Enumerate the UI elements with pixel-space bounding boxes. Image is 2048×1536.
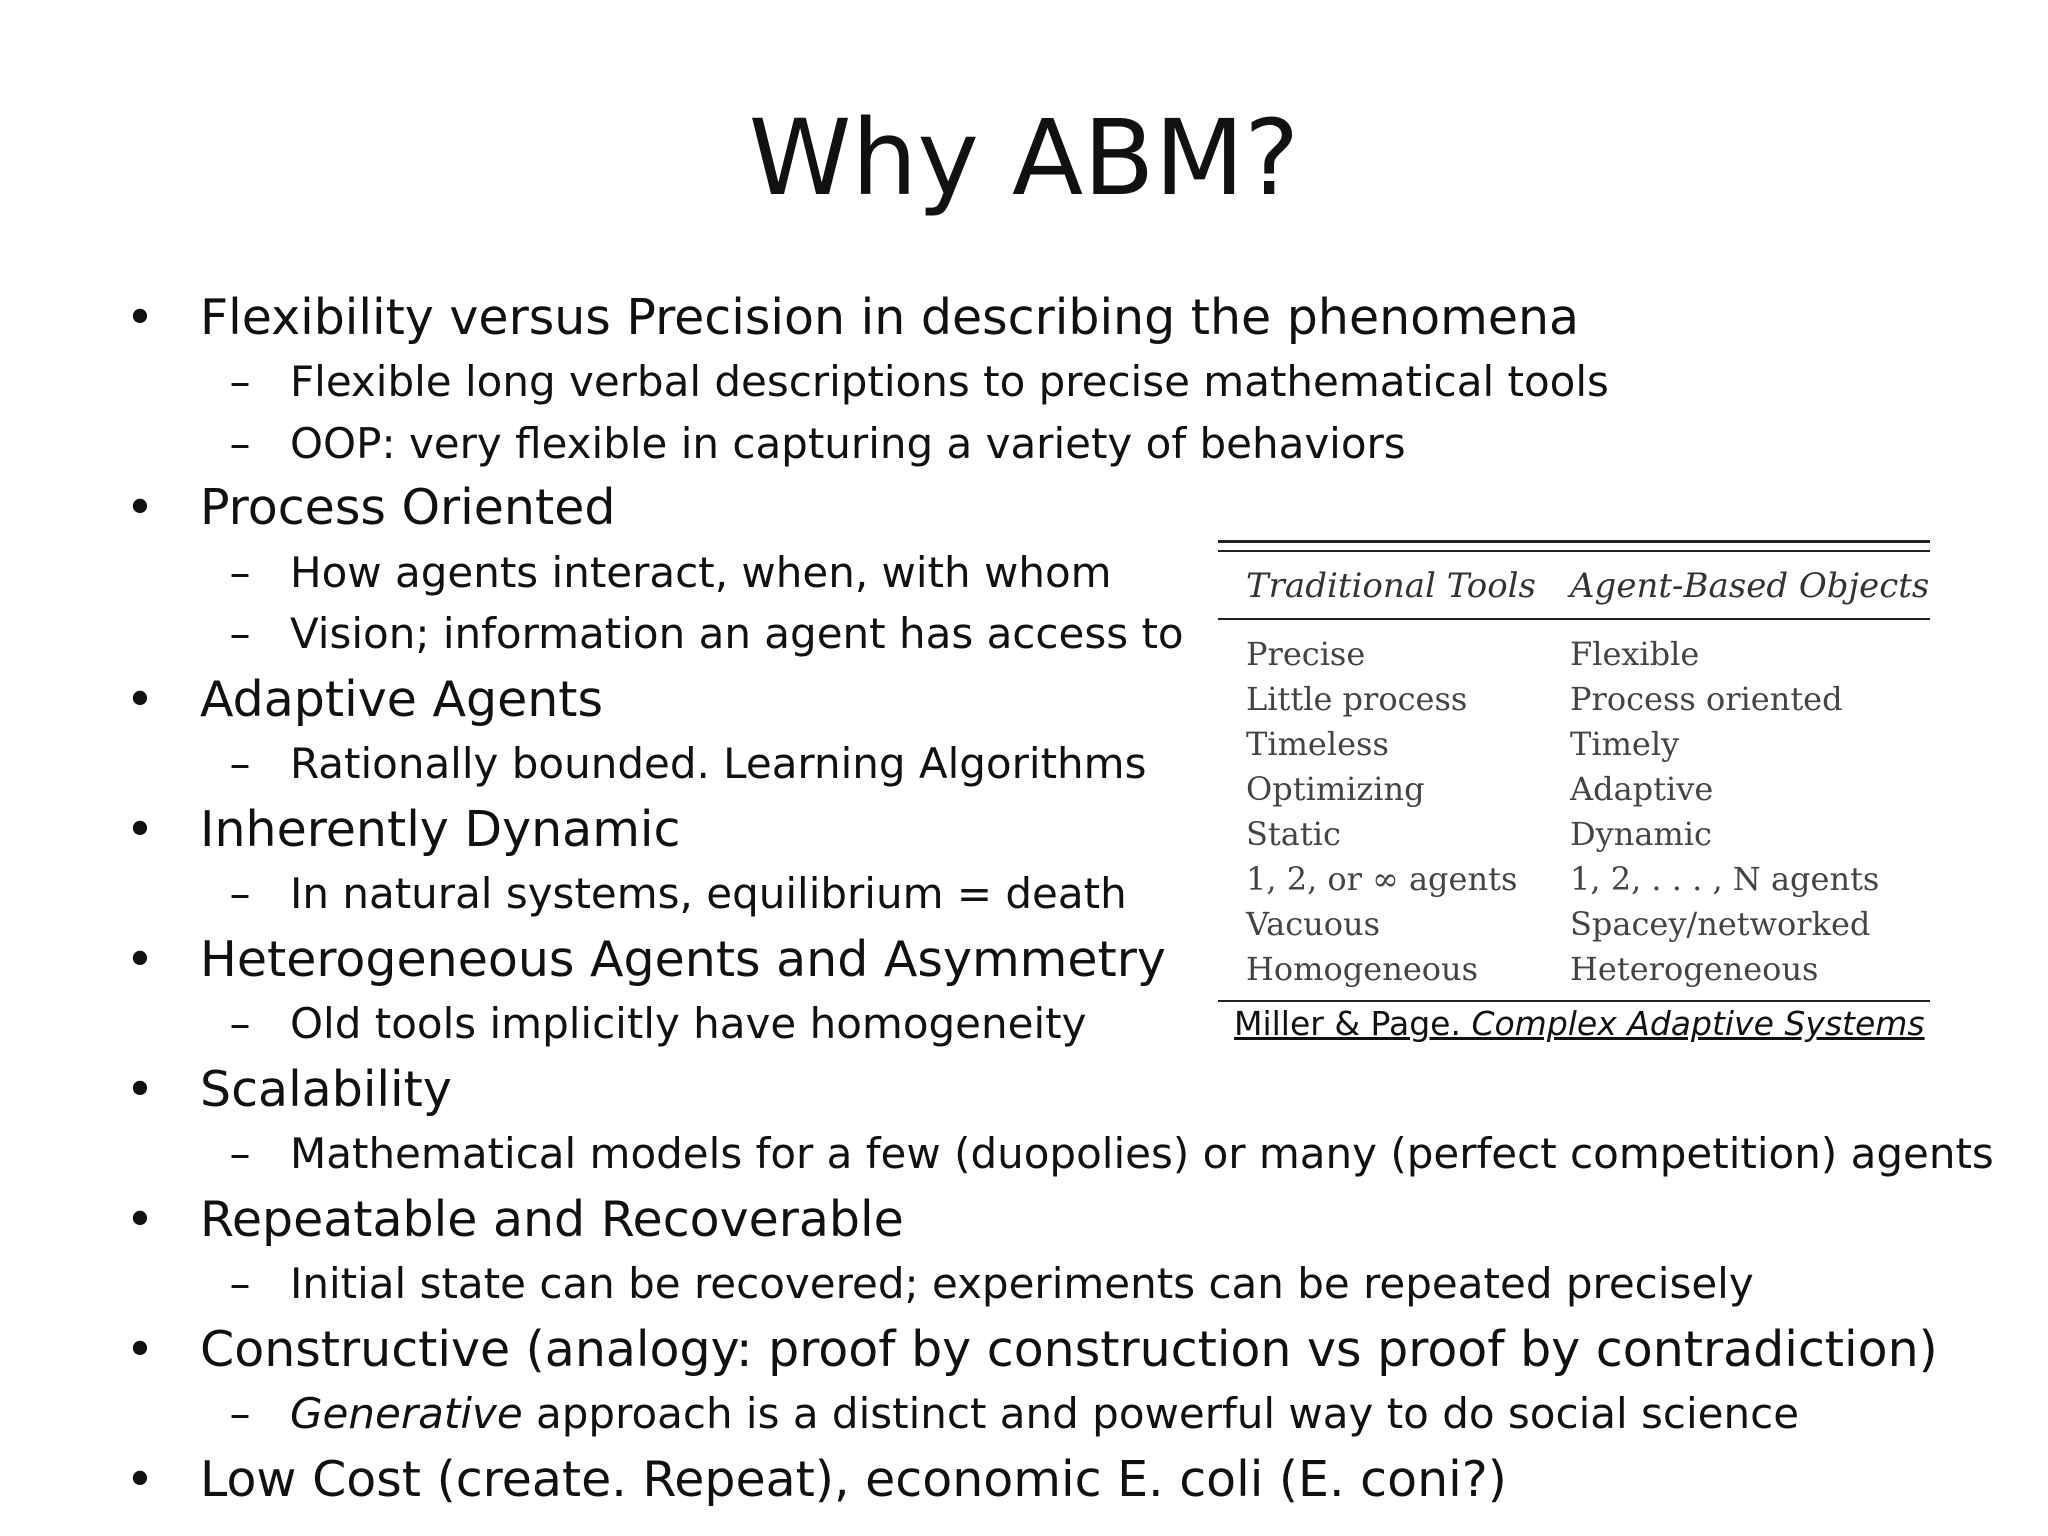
bullet-marker: • [125,671,155,728]
emphasis-text: Generative [290,1389,523,1438]
bullet-marker: • [125,1451,155,1508]
comparison-table-figure [1218,540,1930,1050]
table-cell: Vacuous [1246,905,1381,943]
bullet-text: Process Oriented [200,479,616,536]
sub-bullet-text: Old tools implicitly have homogeneity [290,999,1087,1048]
caption-authors: Miller & Page. [1234,1004,1472,1043]
bullet-marker: • [125,931,155,988]
dash-marker: – [229,1129,251,1178]
sub-bullet-text: Vision; information an agent has access to [290,609,1184,658]
table-header-agent-based: Agent-Based Objects [1570,566,1930,606]
dash-marker: – [229,1389,251,1438]
sub-bullet-text: Initial state can be recovered; experiments can be repeated precisely [290,1259,1754,1308]
table-rule [1218,618,1930,620]
table-cell: Spacey/networked [1570,905,1871,943]
bullet-text: Flexibility versus Precision in describing the phenomena [200,289,1580,346]
bullet-text: Heterogeneous Agents and Asymmetry [200,931,1166,988]
table-cell: Flexible [1570,635,1700,673]
table-cell: Optimizing [1246,770,1425,808]
dash-marker: – [229,357,251,406]
table-cell: Timely [1570,725,1680,763]
table-cell: 1, 2, . . . , N agents [1570,860,1880,898]
sub-bullet-text [290,1384,1799,1444]
bullet-marker: • [125,289,155,346]
table-cell: Timeless [1246,725,1389,763]
sub-bullet-rest: approach is a distinct and powerful way to do social science [522,1389,1800,1438]
dash-marker: – [229,1259,251,1308]
table-cell: Homogeneous [1246,950,1479,988]
table-cell: Static [1246,815,1341,853]
sub-bullet-text: Flexible long verbal descriptions to precise mathematical tools [290,357,1609,406]
bullet-text: Constructive (analogy: proof by construction vs proof by contradiction) [200,1321,1938,1378]
sub-bullet-text: How agents interact, when, with whom [290,548,1112,597]
table-cell: Adaptive [1570,770,1714,808]
caption-book-title: Complex Adaptive Systems [1471,1004,1925,1043]
dash-marker: – [229,999,251,1048]
bullet-marker: • [125,801,155,858]
table-cell: Dynamic [1570,815,1712,853]
slide-title: Why ABM? [748,97,1300,219]
bullet-marker: • [125,1191,155,1248]
bullet-marker: • [125,479,155,536]
table-cell: Heterogeneous [1570,950,1819,988]
sub-bullet-text: OOP: very flexible in capturing a variety of behaviors [290,419,1406,468]
bullet-marker: • [125,1321,155,1378]
bullet-marker: • [125,1061,155,1118]
table-cell: Process oriented [1570,680,1843,718]
bullet-text: Inherently Dynamic [200,801,681,858]
table-rule [1218,550,1930,552]
table-cell: 1, 2, or ∞ agents [1246,860,1518,898]
table-rule [1218,540,1930,543]
sub-bullet-text: Rationally bounded. Learning Algorithms [290,739,1147,788]
table-cell: Precise [1246,635,1366,673]
table-header-traditional: Traditional Tools [1246,566,1536,606]
dash-marker: – [229,869,251,918]
sub-bullet-text: In natural systems, equilibrium = death [290,869,1127,918]
table-cell: Little process [1246,680,1468,718]
sub-bullet-text: Mathematical models for a few (duopolies) or many (perfect competition) agents [290,1129,1994,1178]
bullet-text: Adaptive Agents [200,671,604,728]
bullet-text: Scalability [200,1061,452,1118]
dash-marker: – [229,548,251,597]
bullet-text: Repeatable and Recoverable [200,1191,904,1248]
table-caption [1234,1000,1925,1048]
dash-marker: – [229,419,251,468]
dash-marker: – [229,609,251,658]
bullet-text: Low Cost (create. Repeat), economic E. coli (E. coni?) [200,1451,1507,1508]
dash-marker: – [229,739,251,788]
